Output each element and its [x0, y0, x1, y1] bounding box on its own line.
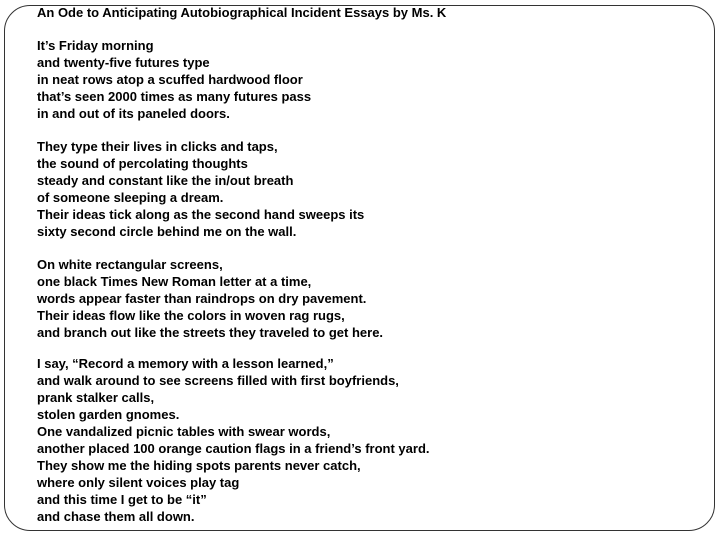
poem-line: I say, “Record a memory with a lesson learned,”: [37, 356, 334, 371]
poem-line: words appear faster than raindrops on dry pavement.: [37, 291, 367, 306]
poem-line: It’s Friday morning: [37, 38, 154, 53]
poem-line: and walk around to see screens filled with first boyfriends,: [37, 373, 399, 388]
poem-line: of someone sleeping a dream.: [37, 190, 224, 205]
poem-line: and chase them all down.: [37, 509, 195, 524]
poem-line: On white rectangular screens,: [37, 257, 223, 272]
poem-line: in and out of its paneled doors.: [37, 106, 230, 121]
poem-line: the sound of percolating thoughts: [37, 156, 248, 171]
poem-line: steady and constant like the in/out breath: [37, 173, 294, 188]
stanza-4: [37, 355, 430, 525]
poem-line: prank stalker calls,: [37, 390, 155, 405]
poem-line: where only silent voices play tag: [37, 475, 240, 490]
poem-line: sixty second circle behind me on the wall.: [37, 224, 297, 239]
poem-line: stolen garden gnomes.: [37, 407, 180, 422]
poem-line: one black Times New Roman letter at a time,: [37, 274, 312, 289]
poem-line: Their ideas flow like the colors in woven rag rugs,: [37, 308, 345, 323]
poem-line: that’s seen 2000 times as many futures pass: [37, 89, 312, 104]
poem-line: One vandalized picnic tables with swear words,: [37, 424, 331, 439]
poem-line: in neat rows atop a scuffed hardwood floor: [37, 72, 303, 87]
poem-line: and branch out like the streets they traveled to get here.: [37, 325, 384, 340]
stanza-3: [37, 256, 383, 341]
stanza-1: [37, 37, 311, 122]
poem-line: Their ideas tick along as the second hand sweeps its: [37, 207, 365, 222]
poem-title: An Ode to Anticipating Autobiographical Incident Essays by Ms. K: [37, 5, 447, 20]
poem-line: They show me the hiding spots parents never catch,: [37, 458, 361, 473]
poem-line: and twenty-five futures type: [37, 55, 210, 70]
poem-line: They type their lives in clicks and taps,: [37, 139, 278, 154]
poem-line: and this time I get to be “it”: [37, 492, 207, 507]
poem-line: another placed 100 orange caution flags in a friend’s front yard.: [37, 441, 430, 456]
stanza-2: [37, 138, 364, 240]
